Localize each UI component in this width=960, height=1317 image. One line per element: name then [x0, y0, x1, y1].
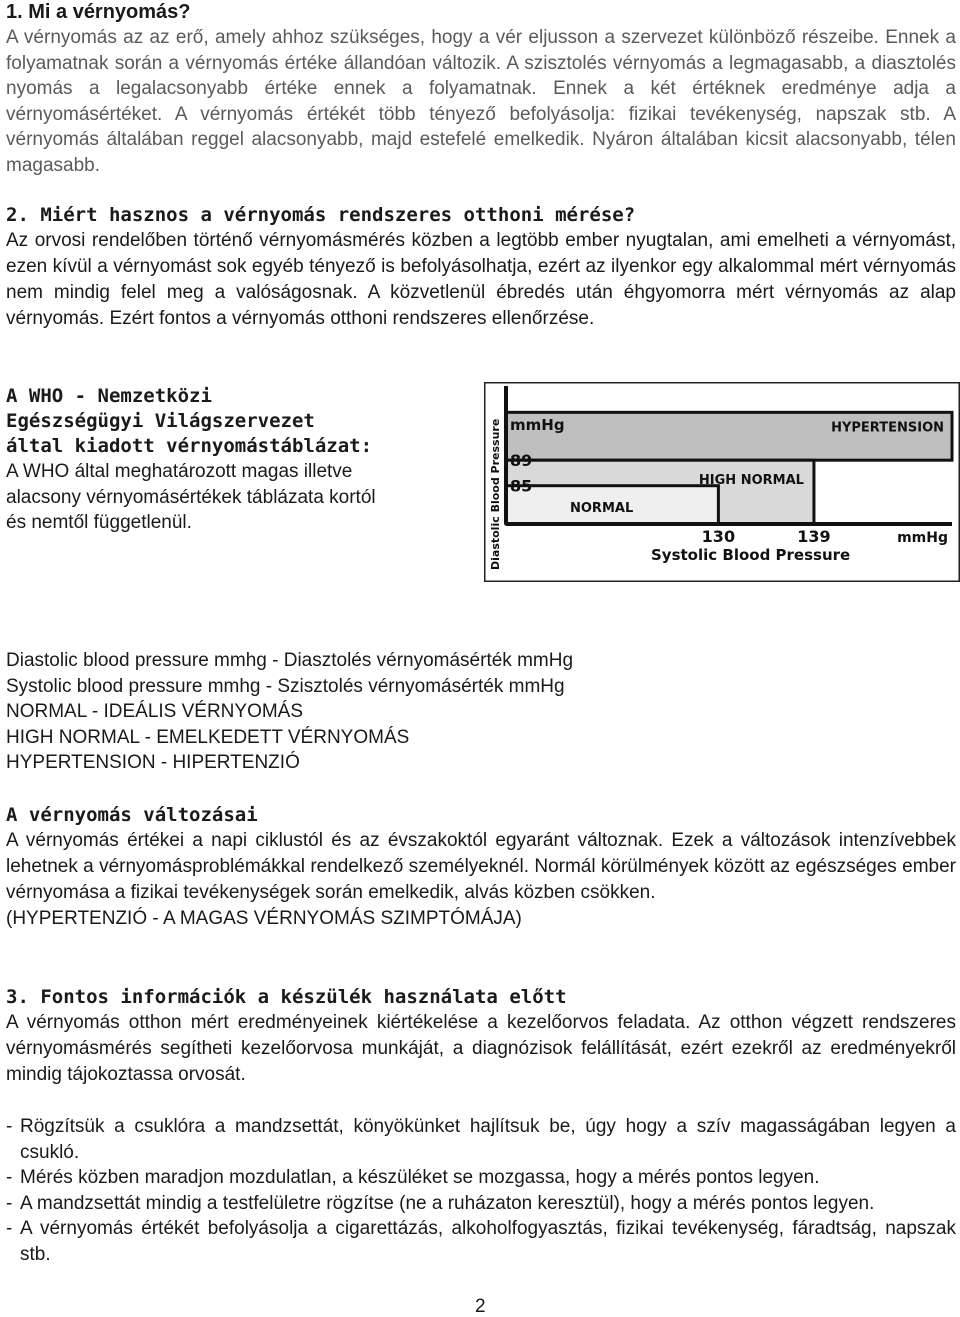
- list-item: - A vérnyomás értékét befolyásolja a cigarettázás, alkoholfogyasztás, fizikai tevékenység, fáradtság, napszak stb.: [6, 1218, 956, 1265]
- x-axis-label: Systolic Blood Pressure: [651, 546, 851, 564]
- glossary-item: NORMAL - IDEÁLIS VÉRNYOMÁS: [6, 701, 304, 722]
- x-tick-label: 139: [797, 527, 831, 546]
- section-2-heading: 2. Miért hasznos a vérnyomás rendszeres otthoni mérése?: [6, 204, 636, 226]
- variations-paragraph: A vérnyomás értékei a napi ciklustól és az évszakoktól egyaránt változnak. Ezek a változások intenzívebbek lehetnek a vérnyomásproblémákkal rendelkező személyeknél. Normál körülmények között az egészséges ember vérnyomása a fizikai tevékenységek során emelkedik, alvás közben csökken.: [6, 830, 956, 903]
- region-label-hypertension: HYPERTENSION: [831, 420, 944, 436]
- glossary-item: HYPERTENSION - HIPERTENZIÓ: [6, 752, 300, 773]
- who-body-line: alacsony vérnyomásértékek táblázata kortól: [6, 486, 376, 508]
- who-body-line: és nemtől függetlenül.: [6, 512, 192, 533]
- list-item: - A mandzsettát mindig a testfelületre rögzítse (ne a ruházaton keresztül), hogy a mérés pontos legyen.: [6, 1192, 875, 1214]
- blood-pressure-chart: [484, 382, 960, 582]
- section-2-paragraph: Az orvosi rendelőben történő vérnyomásmérés közben a legtöbb ember nyugtalan, ami emelheti a vérnyomást, ezen kívül a vérnyomást sok egyéb tényező is befolyásolhatja, ezért az ilyenkor egy alkalommal mért vérnyomás nem mindig felel meg a valóságosnak. A közvetlenül ébredés után éhgyomorra mért vérnyomás az alap vérnyomás. Ezért fontos a vérnyomás otthoni rendszeres ellenőrzése.: [6, 230, 956, 329]
- glossary-item: Diastolic blood pressure mmhg - Diasztolés vérnyomásérték mmHg: [6, 650, 574, 671]
- who-title-line: által kiadott vérnyomástáblázat:: [6, 435, 373, 457]
- region-label-normal: NORMAL: [570, 501, 634, 516]
- variations-note: (HYPERTENZIÓ - A MAGAS VÉRNYOMÁS SZIMPTÓMÁJA): [6, 908, 522, 929]
- section-3-heading: 3. Fontos információk a készülék használata előtt: [6, 986, 567, 1008]
- list-item: - Rögzítsük a csuklóra a mandzsettát, könyökünket hajlítsuk be, úgy hogy a szív magasságában legyen a csukló.: [6, 1116, 956, 1163]
- section-1-paragraph: A vérnyomás az az erő, amely ahhoz szükséges, hogy a vér eljusson a szervezet különböző részeibe. Ennek a folyamatnak során a vérnyomás értéke állandóan változik. A szisztolés vérnyomás a legmagasabb, a diasztolés nyomás a legalacsonyabb értéke ennek a folyamatnak. Ennek a két értéknek eredménye adja a vérnyomásértéket. A vérnyomás értékét több tényező befolyásolja: fizikai tevékenység, napszak stb. A vérnyomás általában reggel alacsonyabb, majd estefelé emelkedik. Nyáron általában kicsit alacsonyabb, télen magasabb.: [6, 27, 956, 176]
- variations-heading: A vérnyomás változásai: [6, 804, 258, 826]
- region-label-high-normal: HIGH NORMAL: [698, 473, 804, 489]
- y-unit-label: mmHg: [510, 416, 565, 434]
- who-description: [6, 384, 456, 536]
- y-axis-label: Diastolic Blood Pressure: [489, 418, 502, 570]
- page-number: 2: [475, 1296, 486, 1317]
- glossary-item: HIGH NORMAL - EMELKEDETT VÉRNYOMÁS: [6, 726, 410, 748]
- y-tick-label: 85: [510, 476, 533, 496]
- section-1-heading: 1. Mi a vérnyomás?: [6, 1, 191, 23]
- list-item: - Mérés közben maradjon mozdulatlan, a készüléket se mozgassa, hogy a mérés pontos legyen.: [6, 1167, 820, 1188]
- who-title-line: Egészségügyi Világszervezet: [6, 410, 315, 432]
- x-unit-label: mmHg: [897, 530, 948, 546]
- x-tick-label: 130: [701, 527, 736, 546]
- who-body-line: A WHO által meghatározott magas illetve: [6, 461, 353, 482]
- who-title-line: A WHO - Nemzetközi: [6, 385, 212, 407]
- glossary-item: Systolic blood pressure mmhg - Szisztolés vérnyomásérték mmHg: [6, 675, 565, 697]
- section-3-paragraph: A vérnyomás otthon mért eredményeinek kiértékelése a kezelőorvos feladata. Az otthon végzett rendszeres vérnyomásmérés segítheti kezelőorvosa munkáját, a diagnózisok felállítását, ezért ezekről az eredményekről mindig tájokoztassa orvosát.: [6, 1012, 956, 1085]
- y-tick-label: 89: [510, 451, 533, 471]
